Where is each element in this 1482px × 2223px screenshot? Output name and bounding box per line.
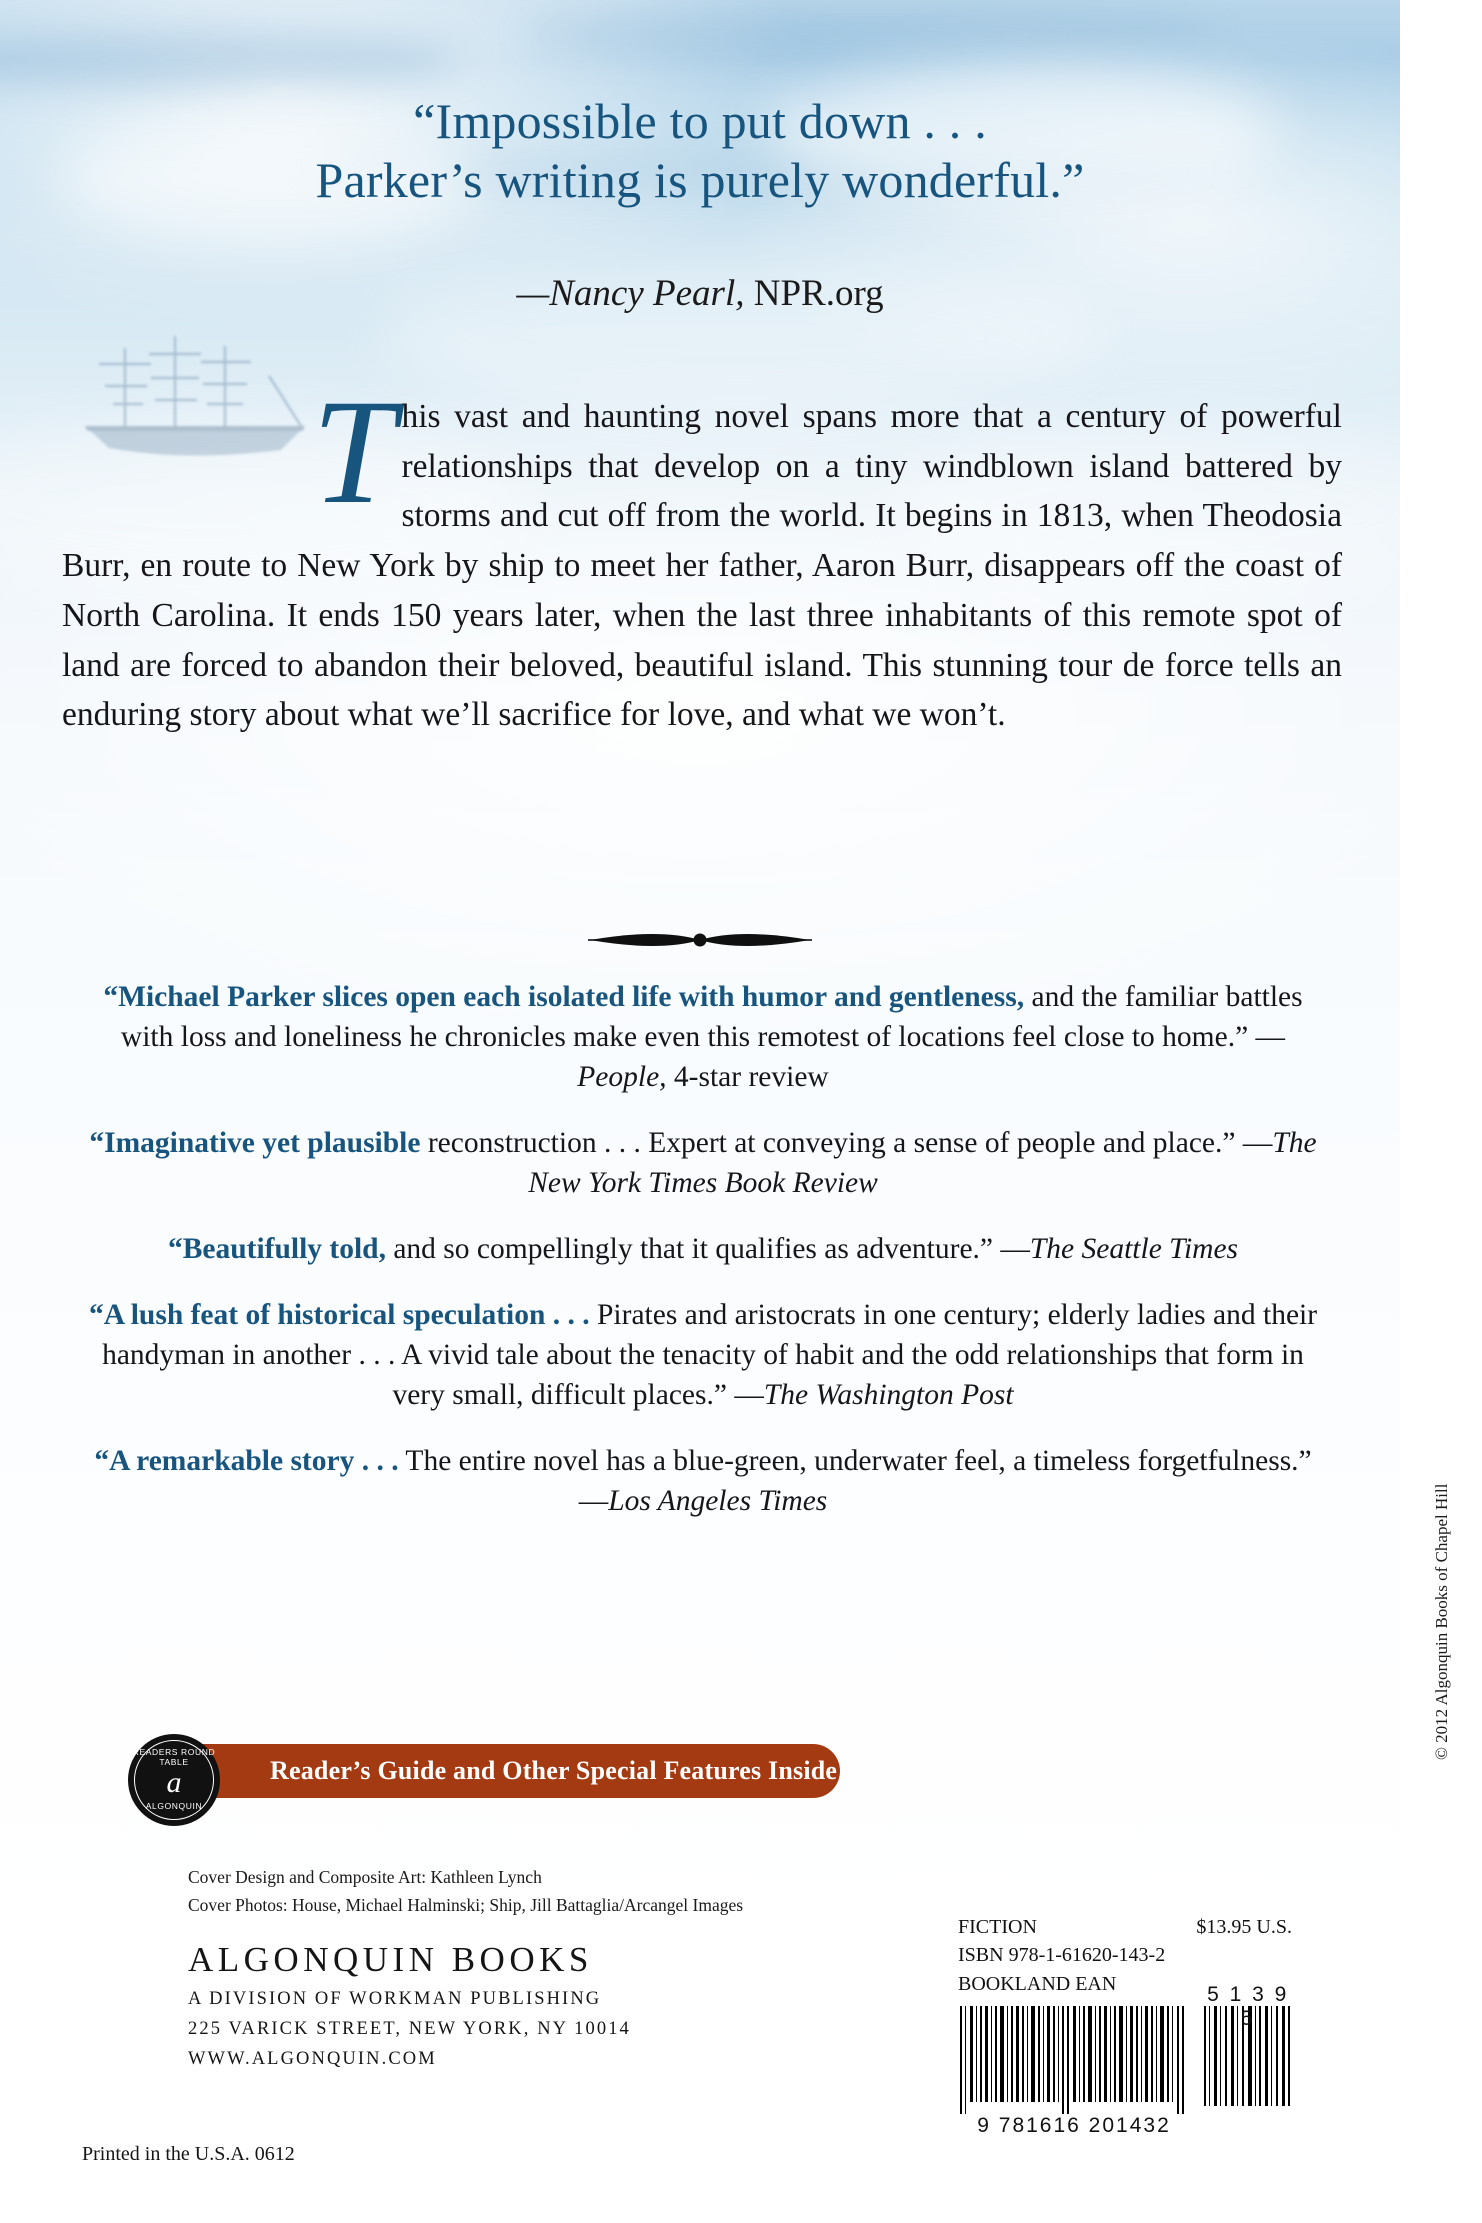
bookland-ean-label: BOOKLAND EAN [958, 1972, 1117, 1995]
barcode-panel [940, 1901, 1310, 2156]
review-lead: “Imaginative yet plausible [89, 1126, 421, 1159]
attribution-name: —Nancy Pearl, [516, 273, 745, 314]
book-price: $13.95 U.S. [1196, 1916, 1292, 1938]
review-source: The New York Times Book Review [528, 1126, 1317, 1199]
ean-digits: 9 781616 201432 [977, 2114, 1171, 2137]
ean13-barcode [958, 2006, 1188, 2114]
credit-photos: Cover Photos: House, Michael Halminski; Ship, Jill Battaglia/Arcangel Images [188, 1895, 744, 1915]
review-item [78, 978, 1328, 1098]
review-tail: 4-star review [666, 1060, 829, 1093]
review-item [78, 1442, 1328, 1522]
ornament-divider [0, 925, 1400, 955]
review-body: reconstruction . . . Expert at conveying a sense of people and place.” — [420, 1126, 1273, 1159]
addon-digits: 5 1 3 9 5 [1207, 1983, 1289, 2030]
review-lead: “Beautifully told, [167, 1232, 386, 1265]
publisher-address: 225 VARICK STREET, NEW YORK, NY 10014 [188, 2019, 631, 2039]
printed-notice: Printed in the U.S.A. 0612 [82, 2143, 295, 2165]
copyright-notice: © 2012 Algonquin Books of Chapel Hill [1432, 1483, 1451, 1760]
pull-quote-line-1: “Impossible to put down . . . [413, 93, 987, 149]
readers-round-table-seal [128, 1734, 220, 1826]
description-text: his vast and haunting novel spans more that a century of powerful relationships that develop on a tiny windblown island battered by storms and cut off from the world. It begins in 1813, when Theodosia Burr, en route to New York by ship to meet her father, Aaron Burr, disappears off the coast of North Carolina. It ends 150 years later, when the last three inhabitants of this remote spot of land are forced to abandon their beloved, beautiful island. This stunning tour de force tells an enduring story about what we’ll sacrifice for love, and what we won’t. [62, 398, 1342, 734]
book-category: FICTION [958, 1916, 1037, 1938]
review-lead: “A lush feat of historical speculation . . . [88, 1298, 590, 1331]
pull-quote [0, 92, 1400, 210]
publisher-name: ALGONQUIN BOOKS [188, 1940, 593, 1979]
review-body: and so compellingly that it qualifies as adventure.” — [385, 1232, 1030, 1265]
review-source: The Seattle Times [1029, 1232, 1239, 1265]
review-lead: “Michael Parker slices open each isolated life with humor and gentleness, [103, 981, 1025, 1013]
review-body: Pirates and aristocrats in one century; elderly ladies and their handyman in another . . . A vivid tale about the tenacity of habit and the odd relationships that form in very small, difficult places.” — [102, 1298, 1318, 1411]
publisher-division: A DIVISION OF WORKMAN PUBLISHING [188, 1989, 602, 2009]
seal-top-text: READERS ROUND TABLE [132, 1747, 216, 1767]
review-source: The Washington Post [763, 1378, 1014, 1411]
review-item [78, 1296, 1328, 1416]
review-item [78, 1124, 1328, 1204]
attribution-source: NPR.org [744, 273, 884, 314]
review-lead: “A remarkable story . . . [94, 1444, 399, 1477]
drop-cap: T [312, 369, 396, 535]
pull-quote-attribution [0, 272, 1400, 315]
book-isbn: ISBN 978-1-61620-143-2 [958, 1944, 1166, 1967]
review-list [78, 978, 1328, 1548]
review-source: People, [577, 1060, 667, 1093]
book-description [62, 369, 1342, 740]
cover-credits [188, 1863, 743, 1919]
publisher-block [188, 1940, 631, 2070]
publisher-website: WWW.ALGONQUIN.COM [188, 2049, 437, 2069]
right-white-margin [1400, 0, 1482, 2223]
seal-bottom-text: ALGONQUIN [145, 1801, 203, 1811]
review-body: and the familiar battles with loss and loneliness he chronicles make even this remotest of locations feel close to home.” — [120, 981, 1303, 1053]
readers-guide-label: Reader’s Guide and Other Special Features Inside [182, 1744, 840, 1798]
review-source: Los Angeles Times [608, 1484, 828, 1517]
review-item [78, 1230, 1328, 1270]
seal-logo-mark: a [166, 1766, 182, 1799]
readers-guide-banner [66, 1740, 838, 1811]
pull-quote-line-2: Parker’s writing is purely wonderful.” [315, 152, 1085, 208]
credit-design: Cover Design and Composite Art: Kathleen Lynch [188, 1867, 542, 1887]
review-body: The entire novel has a blue-green, underwater feel, a timeless forgetfulness.” — [398, 1444, 1312, 1517]
